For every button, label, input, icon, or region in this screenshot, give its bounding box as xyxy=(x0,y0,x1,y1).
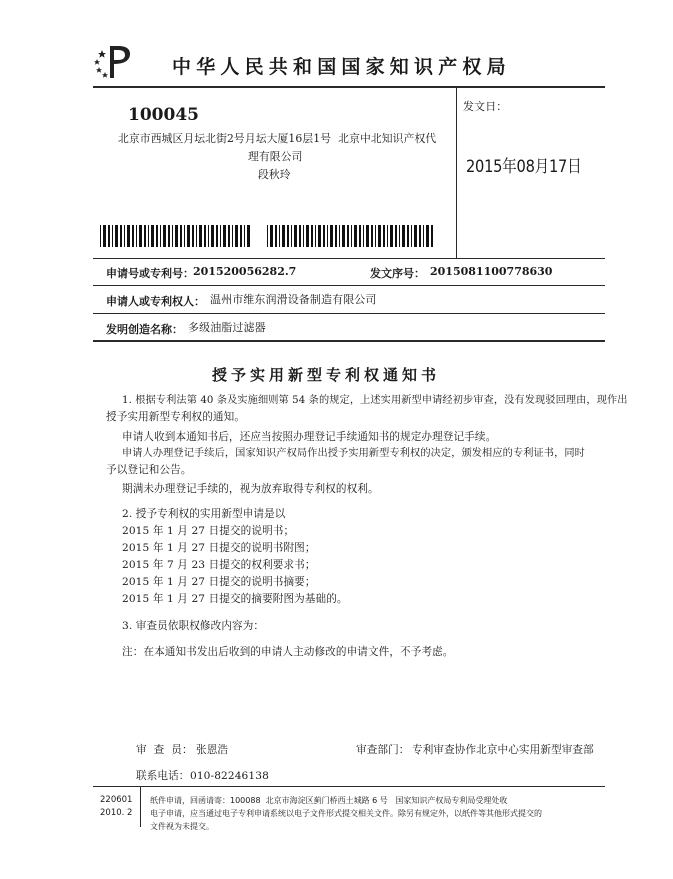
date-box-divider xyxy=(456,87,457,258)
issue-date-value: 2015年08月17日 xyxy=(466,157,582,177)
top-rule xyxy=(93,86,605,88)
section3-title: 3. 审查员依职权修改内容为： xyxy=(122,620,265,632)
sipo-logo xyxy=(93,42,133,82)
phone-label: 联系电话： xyxy=(136,770,190,782)
row-rule-2 xyxy=(93,285,605,286)
office-name: 中华人民共和国国家知识产权局 xyxy=(172,56,511,78)
address-line-1: 北京市西城区月坛北街2号月坛大厦16层1号 北京中北知识产权代 xyxy=(118,132,437,145)
recipient-name: 段秋玲 xyxy=(258,168,291,181)
fine-print-line-2: 电子申请，应当通过电子专利申请系统以电子文件形式提交相关文件。除另有规定外，以纸件等其他形式提交的 xyxy=(150,809,542,818)
footer-rule xyxy=(93,786,605,787)
fine-print-line-1: 纸件申请，回函请寄：100088 北京市海淀区蓟门桥西土城路 6 号 国家知识产权局专利局受理处收 xyxy=(150,796,508,805)
invention-title-value: 多级油脂过滤器 xyxy=(188,321,266,334)
footer-divider xyxy=(140,787,141,827)
application-no-value: 201520056282.7 xyxy=(193,265,297,278)
invention-title-label: 发明创造名称： xyxy=(106,323,183,336)
fine-print-line-3: 文件视为未提交。 xyxy=(150,822,214,831)
address-line-2: 理有限公司 xyxy=(248,150,303,163)
barcode-left xyxy=(100,225,250,247)
application-no-label: 申请号或专利号： xyxy=(106,267,194,280)
applicant-value: 温州市维东润滑设备制造有限公司 xyxy=(210,293,377,306)
note: 注：在本通知书发出后收到的申请人主动修改的申请文件，不予考虑。 xyxy=(122,646,454,658)
para1-line1: 1. 根据专利法第 40 条及实施细则第 54 条的规定，上述实用新型申请经初步审查，没有发现驳回理由，现作出 xyxy=(122,395,628,406)
section2-item: 2015 年 1 月 27 日提交的说明书； xyxy=(122,525,295,537)
department-name: 专利审查协作北京中心实用新型审查部 xyxy=(412,744,594,756)
applicant-label: 申请人或专利权人： xyxy=(106,295,205,308)
para3-line2: 予以登记和公告。 xyxy=(106,464,192,476)
phone-value: 010-82246138 xyxy=(190,770,269,782)
section2-title: 2. 授予专利权的实用新型申请是以 xyxy=(122,508,286,520)
para1-line2: 授予实用新型专利权的通知。 xyxy=(106,411,246,423)
notice-title: 授予实用新型专利权通知书 xyxy=(212,366,441,384)
section2-item: 2015 年 1 月 27 日提交的摘要附图为基础的。 xyxy=(122,593,348,605)
department-label: 审查部门： xyxy=(356,744,410,756)
row-rule-3 xyxy=(93,313,605,314)
examiner-label: 审 查 员： xyxy=(136,744,193,756)
examiner-name: 张恩浩 xyxy=(196,744,229,756)
para2: 申请人收到本通知书后，还应当按照办理登记手续通知书的规定办理登记手续。 xyxy=(122,431,497,443)
form-code-2: 2010. 2 xyxy=(100,808,133,818)
row-rule-4 xyxy=(93,340,605,342)
section2-item: 2015 年 7 月 23 日提交的权利要求书； xyxy=(122,559,316,571)
row-rule-1 xyxy=(93,258,605,259)
document-no-value: 2015081100778630 xyxy=(430,265,553,278)
para3-line1: 申请人办理登记手续后，国家知识产权局作出授予实用新型专利权的决定，颁发相应的专利证书，同时 xyxy=(122,448,585,459)
form-code-1: 220601 xyxy=(100,795,133,805)
postcode: 100045 xyxy=(128,105,199,125)
barcode-right xyxy=(267,225,435,247)
document-no-label: 发文序号： xyxy=(370,267,425,280)
issue-date-label: 发文日： xyxy=(463,100,508,113)
section2-item: 2015 年 1 月 27 日提交的说明书摘要； xyxy=(122,576,316,588)
para4: 期满未办理登记手续的，视为放弃取得专利权的权利。 xyxy=(122,483,379,495)
section2-item: 2015 年 1 月 27 日提交的说明书附图； xyxy=(122,542,316,554)
